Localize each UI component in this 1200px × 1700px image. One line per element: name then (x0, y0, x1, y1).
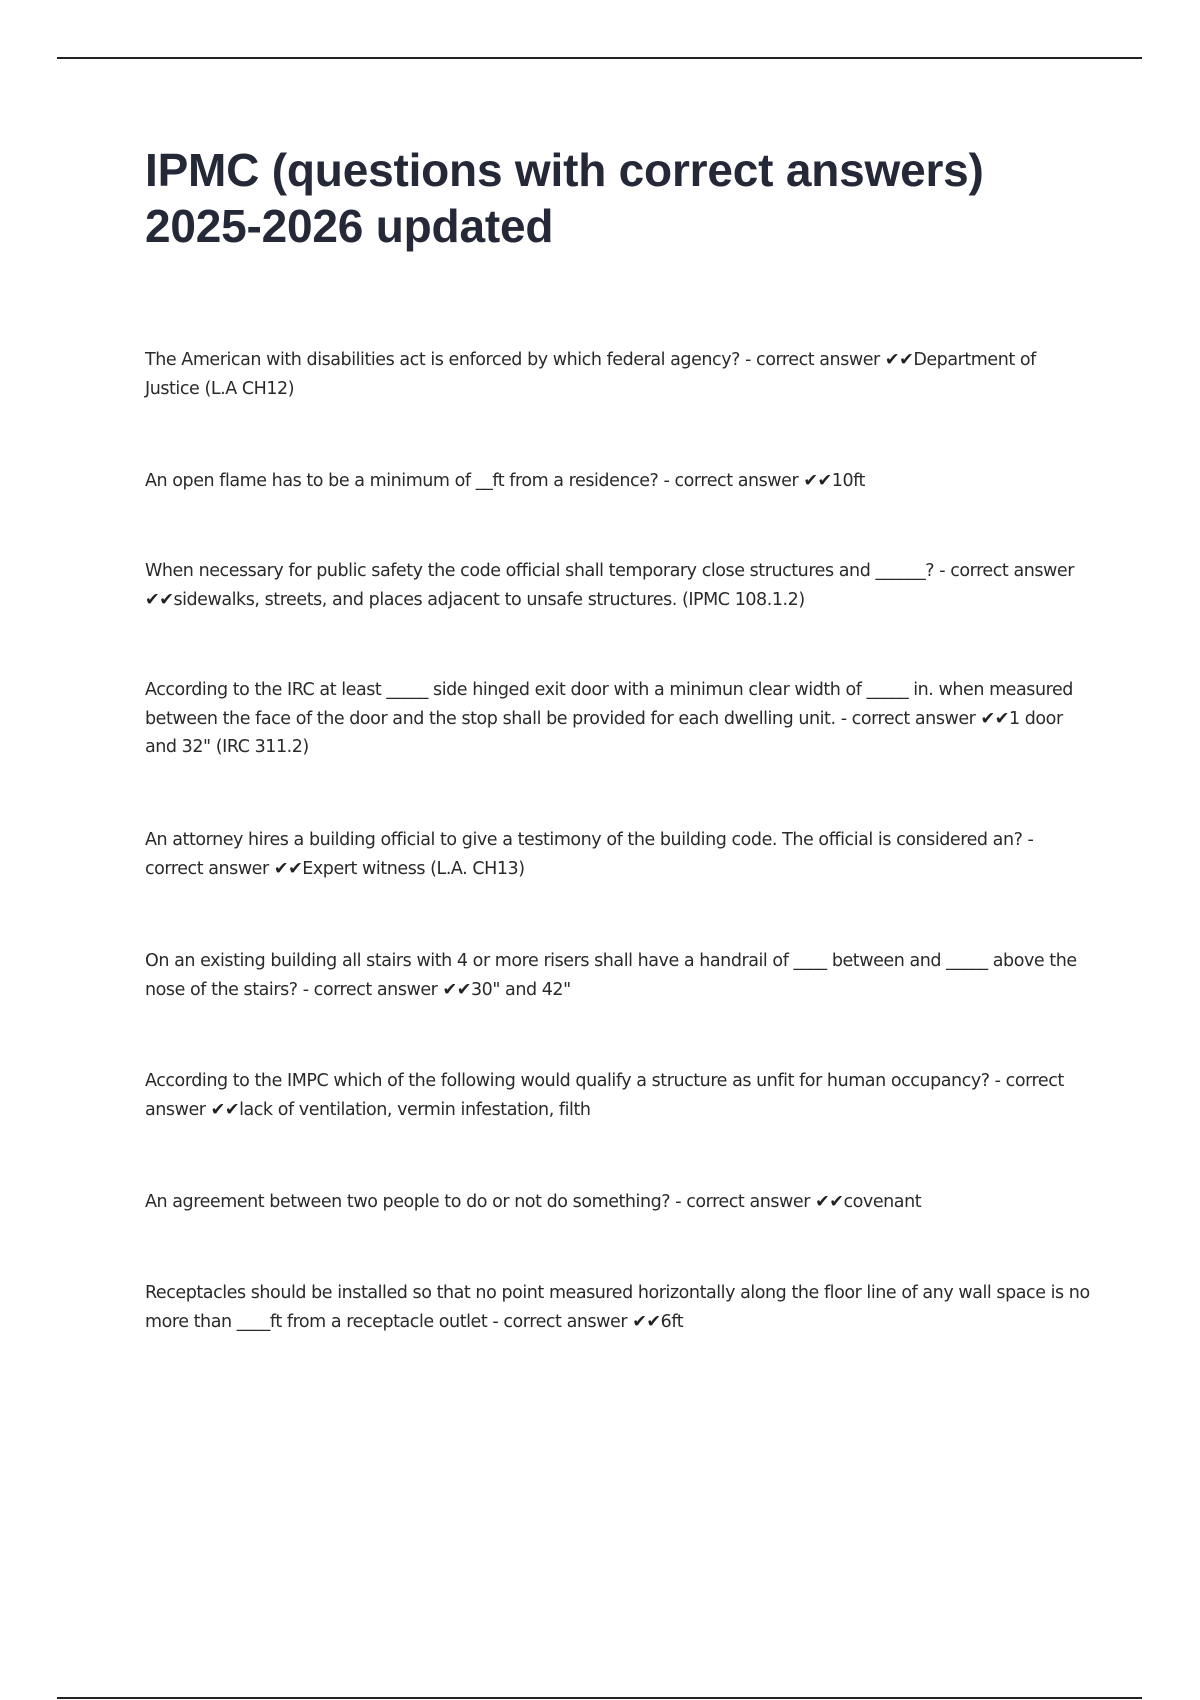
answer-text: Department of Justice (L.A CH12) (145, 350, 1036, 399)
question-text: When necessary for public safety the code official shall temporary close structures and ______? (145, 561, 935, 581)
answer-text: Expert witness (L.A. CH13) (302, 858, 525, 879)
answer-text: covenant (843, 1192, 922, 1212)
answer-text: sidewalks, streets, and places adjacent to unsafe structures. (IPMC 108.1.2) (173, 589, 805, 610)
answer-text: lack of ventilation, vermin infestation, filth (239, 1099, 591, 1120)
qa-item (145, 676, 1090, 762)
answer-label: - correct answer (145, 1071, 1064, 1120)
answer-text: 1 door and 32" (IRC 311.2) (145, 708, 1063, 757)
qa-item (145, 1279, 1090, 1336)
question-text: The American with disabilities act is enforced by which federal agency? (145, 350, 740, 370)
answer-label: - correct answer (658, 471, 804, 491)
question-text: According to the IMPC which of the following would qualify a structure as unfit for human occupancy? (145, 1071, 990, 1091)
answer-label: - correct answer (145, 830, 1034, 879)
double-check-icon: ✔✔ (815, 1192, 844, 1212)
double-check-icon: ✔✔ (980, 708, 1009, 729)
double-check-icon: ✔✔ (210, 1099, 240, 1120)
qa-item (145, 346, 1090, 403)
question-text: According to the IRC at least _____ side hinged exit door with a minimun clear width of _____ in. when measured between the face of the door and the stop shall be provided for each dwelling unit. (145, 680, 1073, 729)
qa-item (145, 826, 1090, 883)
answer-label: - correct answer (297, 979, 443, 1000)
answer-text: 30" and 42" (470, 979, 571, 1000)
answer-text: 6ft (660, 1311, 684, 1332)
double-check-icon: ✔✔ (884, 350, 914, 370)
qa-item (145, 1188, 1090, 1217)
answer-label: - correct answer (835, 708, 981, 729)
qa-item (145, 557, 1090, 614)
question-text: An agreement between two people to do or not do something? (145, 1192, 671, 1212)
bottom-divider (57, 1697, 1142, 1699)
answer-label: - correct answer (934, 561, 1074, 581)
double-check-icon: ✔✔ (273, 858, 303, 879)
qa-item (145, 1067, 1090, 1124)
question-text: An attorney hires a building official to give a testimony of the building code. The official is considered an? (145, 830, 1023, 850)
question-text: An open flame has to be a minimum of __ft from a residence? (145, 471, 659, 491)
double-check-icon: ✔✔ (145, 589, 174, 610)
question-text: Receptacles should be installed so that no point measured horizontally along the floor line of any wall space is no more than ____ft from a receptacle outlet (145, 1283, 1090, 1332)
double-check-icon: ✔✔ (803, 471, 832, 491)
document-title: IPMC (questions with correct answers) 2025-2026 updated (145, 144, 984, 252)
answer-label: - correct answer (670, 1192, 816, 1212)
answer-text: 10ft (831, 471, 865, 491)
answer-label: - correct answer (739, 350, 885, 370)
qa-item (145, 947, 1090, 1004)
answer-label: - correct answer (487, 1311, 633, 1332)
double-check-icon: ✔✔ (442, 979, 471, 1000)
qa-item (145, 467, 1090, 496)
double-check-icon: ✔✔ (632, 1311, 661, 1332)
top-divider (57, 57, 1142, 59)
question-text: On an existing building all stairs with 4 or more risers shall have a handrail of ____ between and _____ above the nose of the stairs? (145, 951, 1077, 1000)
